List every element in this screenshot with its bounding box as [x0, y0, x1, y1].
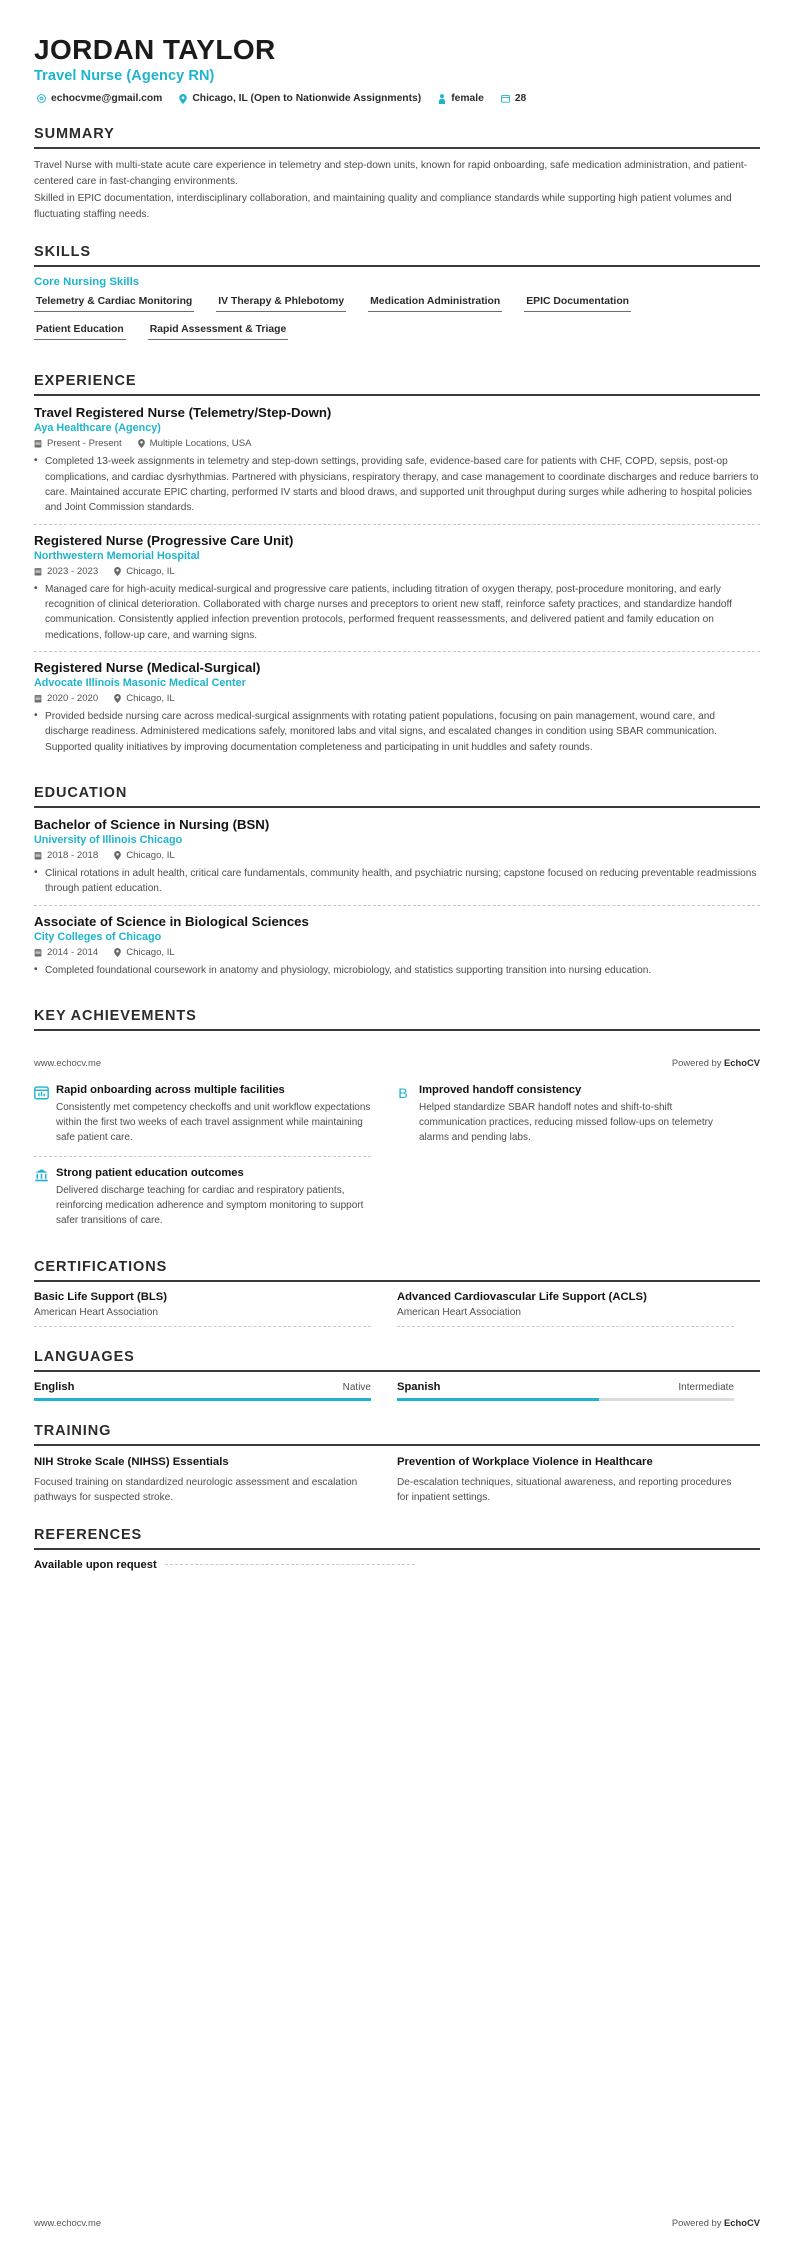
- skill-group-label: Core Nursing Skills: [34, 276, 140, 289]
- entry-title: Travel Registered Nurse (Telemetry/Step-Down): [34, 405, 332, 421]
- entry-location: Chicago, IL: [126, 849, 175, 861]
- calendar-icon: [501, 94, 510, 103]
- location-pin-icon: [114, 948, 121, 957]
- experience-entry: [34, 405, 760, 523]
- section-certifications: [34, 1259, 760, 1327]
- entry-organization: University of Illinois Chicago: [34, 833, 183, 846]
- language-level: Intermediate: [678, 1382, 734, 1394]
- education-entry: [34, 817, 760, 905]
- certification-name: Advanced Cardiovascular Life Support (ACLS): [397, 1291, 647, 1304]
- bullet-item: • Completed foundational coursework in anatomy and physiology, microbiology, and statistics supporting transition into nursing education.: [34, 963, 760, 978]
- bullet-item: • Completed 13-week assignments in telemetry and step-down settings, providing safe, evidence-based care for patients with CHF, COPD, sepsis, post-op complications, and cardiac dysrhythmias. Partnered with physicians, respiratory therapy, and case management to coordinate discharges and reduce barriers to care. Maintained accurate EPIC charting, performed IV starts and blood draws, and supported unit throughput during surges while adhering to hospital policies and Joint Commission standards.: [34, 454, 760, 515]
- calendar-icon: [34, 439, 42, 448]
- contact-location: [179, 93, 421, 104]
- person-icon: [438, 94, 446, 104]
- references-line: [34, 1559, 760, 1571]
- section-rule: [34, 1444, 760, 1446]
- job-title: Travel Nurse (Agency RN): [34, 68, 215, 85]
- summary-paragraph: Skilled in EPIC documentation, interdisciplinary collaboration, and maintaining quality and compliance standards while supporting high patient volumes and fluctuating staffing needs.: [34, 193, 732, 220]
- achievement-title: Improved handoff consistency: [419, 1083, 582, 1096]
- location-pin-icon: [114, 567, 121, 576]
- bullet-item: • Provided bedside nursing care across medical-surgical assignments with rotating patient populations, focusing on pain management, wound care, and discharge readiness. Administered medications safely, monitored labs and vital signs, and escalated changes in condition using SBAR communication. Supported quality initiatives by improving documentation completeness and participating in unit huddles and safety rounds.: [34, 709, 760, 755]
- footer-url: www.echocv.me: [34, 1056, 102, 1068]
- section-rule: [34, 1370, 760, 1372]
- skill-chip: Rapid Assessment & Triage: [148, 323, 288, 340]
- footer-powered-text: Powered by: [671, 1056, 725, 1068]
- bullet-item: • Clinical rotations in adult health, critical care fundamentals, community health, and psychiatric nursing; capstone focused on reducing preventable readmissions through patient education.: [34, 866, 760, 897]
- entry-title: Associate of Science in Biological Sciences: [34, 913, 309, 929]
- language-row: [34, 1381, 371, 1393]
- section-education: [34, 785, 760, 986]
- training-desc: De-escalation techniques, situational awareness, and reporting procedures for inpatient settings.: [397, 1476, 732, 1503]
- language-level: Native: [342, 1382, 371, 1394]
- entry-meta: [34, 438, 760, 449]
- entry-dates: 2018 - 2018: [47, 849, 99, 861]
- section-title-experience: EXPERIENCE: [34, 373, 137, 390]
- email-icon: [37, 94, 46, 103]
- location-pin-icon: [114, 851, 121, 860]
- achievements-column-left: [34, 1084, 397, 1237]
- contact-gender-text: female: [451, 93, 484, 105]
- achievement-title: Strong patient education outcomes: [56, 1166, 244, 1179]
- echocv-brand: EchoCV: [724, 1056, 760, 1068]
- footer-brand: [672, 2217, 760, 2228]
- calendar-icon: [34, 694, 42, 703]
- certification-name: Basic Life Support (BLS): [34, 1291, 168, 1304]
- achievement-body: [56, 1084, 371, 1146]
- achievements-column-right: [397, 1084, 760, 1237]
- section-languages: [34, 1349, 760, 1401]
- language-name: English: [34, 1381, 75, 1394]
- training-name: NIH Stroke Scale (NIHSS) Essentials: [34, 1456, 229, 1469]
- contact-row: [34, 93, 760, 104]
- entry-organization: Northwestern Memorial Hospital: [34, 549, 200, 562]
- achievement-title: Rapid onboarding across multiple facilities: [56, 1083, 285, 1096]
- achievement-desc: Delivered discharge teaching for cardiac and respiratory patients, reinforcing medication adherence and symptom monitoring to support safer transitions of care.: [56, 1184, 364, 1226]
- section-title-references: REFERENCES: [34, 1527, 143, 1544]
- achievement-desc: Helped standardize SBAR handoff notes and shift-to-shift communication practices, reducing missed follow-ups on telemetry alarms and pending labs.: [419, 1101, 714, 1144]
- skill-chip: Patient Education: [34, 323, 126, 340]
- contact-age-text: 28: [514, 93, 527, 105]
- references-text: Available upon request: [34, 1559, 157, 1572]
- section-title-languages: LANGUAGES: [34, 1349, 135, 1366]
- entry-meta: [34, 947, 760, 958]
- language-item: [34, 1381, 397, 1401]
- language-progress-fill: [34, 1398, 371, 1401]
- location-pin-icon: [179, 94, 187, 104]
- entry-location: Multiple Locations, USA: [149, 438, 252, 450]
- contact-age: [501, 93, 526, 104]
- training-name: Prevention of Workplace Violence in Healthcare: [397, 1456, 653, 1469]
- experience-entry: [34, 651, 760, 763]
- certifications-grid: [34, 1291, 760, 1327]
- entry-bullets: [34, 454, 760, 515]
- summary-body: [34, 158, 760, 222]
- languages-grid: [34, 1381, 760, 1401]
- page-footer-bottom: [34, 2217, 760, 2228]
- training-item: [397, 1455, 760, 1505]
- page-title: JORDAN TAYLOR: [34, 34, 276, 65]
- skill-chip: Medication Administration: [368, 295, 502, 312]
- section-title-education: EDUCATION: [34, 784, 128, 801]
- certification-item: [34, 1291, 397, 1327]
- achievement-desc: Consistently met competency checkoffs and unit workflow expectations within the first two weeks of each travel assignment while maintaining safe patient care.: [56, 1101, 371, 1144]
- references-dotted-rule: [165, 1564, 415, 1565]
- entry-title: Registered Nurse (Medical-Surgical): [34, 659, 261, 675]
- language-progress-fill: [397, 1398, 599, 1401]
- entry-organization: Aya Healthcare (Agency): [34, 422, 161, 435]
- section-skills: [34, 244, 760, 351]
- section-title-skills: SKILLS: [34, 244, 91, 261]
- bank-icon: [34, 1167, 56, 1229]
- training-desc: Focused training on standardized neurologic assessment and escalation pathways for suspected stroke.: [34, 1476, 358, 1503]
- footer-powered-text: Powered by: [671, 2217, 725, 2228]
- page-footer-mid: [34, 1057, 760, 1068]
- entry-title: Registered Nurse (Progressive Care Unit): [34, 532, 294, 548]
- language-item: [397, 1381, 760, 1401]
- achievements-grid: [34, 1084, 760, 1237]
- section-references: [34, 1527, 760, 1571]
- skill-chip: Telemetry & Cardiac Monitoring: [34, 295, 194, 312]
- contact-email: [37, 93, 162, 104]
- calendar-icon: [34, 567, 42, 576]
- location-pin-icon: [138, 439, 145, 448]
- entry-bullets: [34, 709, 760, 755]
- section-training: [34, 1423, 760, 1505]
- certification-issuer: American Heart Association: [397, 1307, 734, 1327]
- entry-bullets: [34, 866, 760, 897]
- entry-location: Chicago, IL: [126, 946, 175, 958]
- language-row: [397, 1381, 734, 1393]
- section-title-key-achievements: KEY ACHIEVEMENTS: [34, 1007, 197, 1024]
- contact-email-text: echocvme@gmail.com: [51, 93, 163, 105]
- entry-location: Chicago, IL: [126, 692, 175, 704]
- footer-url: www.echocv.me: [34, 2217, 102, 2228]
- entry-location: Chicago, IL: [126, 565, 175, 577]
- calendar-icon: [34, 851, 42, 860]
- section-experience: [34, 373, 760, 763]
- section-rule: [34, 806, 760, 808]
- certification-item: [397, 1291, 760, 1327]
- resume-header: [34, 34, 760, 104]
- location-pin-icon: [114, 694, 121, 703]
- section-title-summary: SUMMARY: [34, 126, 115, 143]
- section-rule: [34, 147, 760, 149]
- calendar-chart-icon: [34, 1084, 56, 1146]
- certification-issuer: American Heart Association: [34, 1307, 371, 1327]
- entry-bullets: [34, 582, 760, 643]
- entry-dates: Present - Present: [47, 438, 122, 450]
- section-summary: [34, 126, 760, 222]
- section-rule: [34, 1280, 760, 1282]
- section-rule: [34, 265, 760, 267]
- training-item: [34, 1455, 397, 1505]
- entry-meta: [34, 693, 760, 704]
- entry-organization: Advocate Illinois Masonic Medical Center: [34, 676, 246, 689]
- achievement-item: [34, 1156, 371, 1238]
- entry-organization: City Colleges of Chicago: [34, 930, 162, 943]
- entry-dates: 2020 - 2020: [47, 692, 99, 704]
- entry-dates: 2023 - 2023: [47, 565, 99, 577]
- bullet-item: • Managed care for high-acuity medical-surgical and progressive care patients, including titration of oxygen therapy, post-procedure monitoring, and early recognition of clinical deterioration. Collaborated with charge nurses and preceptors to orient new staff, reinforce safety practices, and standardize handoff communication. Consistently applied infection prevention protocols, performed frequent reassessments, and delivered patient and family education on medications, follow-up care, and warning signs.: [34, 582, 760, 643]
- contact-location-text: Chicago, IL (Open to Nationwide Assignments): [192, 93, 422, 105]
- section-rule: [34, 394, 760, 396]
- skill-chip: IV Therapy & Phlebotomy: [216, 295, 346, 312]
- section-rule: [34, 1548, 760, 1550]
- section-title-training: TRAINING: [34, 1423, 112, 1440]
- summary-paragraph: Travel Nurse with multi-state acute care experience in telemetry and step-down units, known for rapid onboarding, safe medication administration, and patient-centered care in fast-changing environments.: [34, 160, 748, 187]
- training-grid: [34, 1455, 760, 1505]
- language-name: Spanish: [397, 1381, 441, 1394]
- achievement-body: [56, 1167, 371, 1229]
- echocv-brand: EchoCV: [724, 2217, 760, 2228]
- achievement-item: [397, 1084, 734, 1155]
- entry-meta: [34, 850, 760, 861]
- education-entry: [34, 905, 760, 986]
- language-progress-bar: [34, 1398, 371, 1401]
- section-title-certifications: CERTIFICATIONS: [34, 1259, 168, 1276]
- section-rule: [34, 1029, 760, 1031]
- experience-entry: [34, 524, 760, 651]
- achievement-body: [419, 1084, 734, 1146]
- entry-title: Bachelor of Science in Nursing (BSN): [34, 816, 270, 832]
- footer-brand: [672, 1057, 760, 1068]
- section-key-achievements: [34, 1008, 760, 1237]
- svg-text:B: B: [398, 1085, 408, 1101]
- contact-gender: [438, 93, 484, 104]
- letter-b-icon: [397, 1084, 419, 1146]
- entry-bullets: [34, 963, 760, 978]
- achievement-item: [34, 1084, 371, 1155]
- language-progress-bar: [397, 1398, 734, 1401]
- skill-chip: EPIC Documentation: [524, 295, 631, 312]
- skill-list: [34, 295, 760, 351]
- entry-meta: [34, 566, 760, 577]
- calendar-icon: [34, 948, 42, 957]
- entry-dates: 2014 - 2014: [47, 946, 99, 958]
